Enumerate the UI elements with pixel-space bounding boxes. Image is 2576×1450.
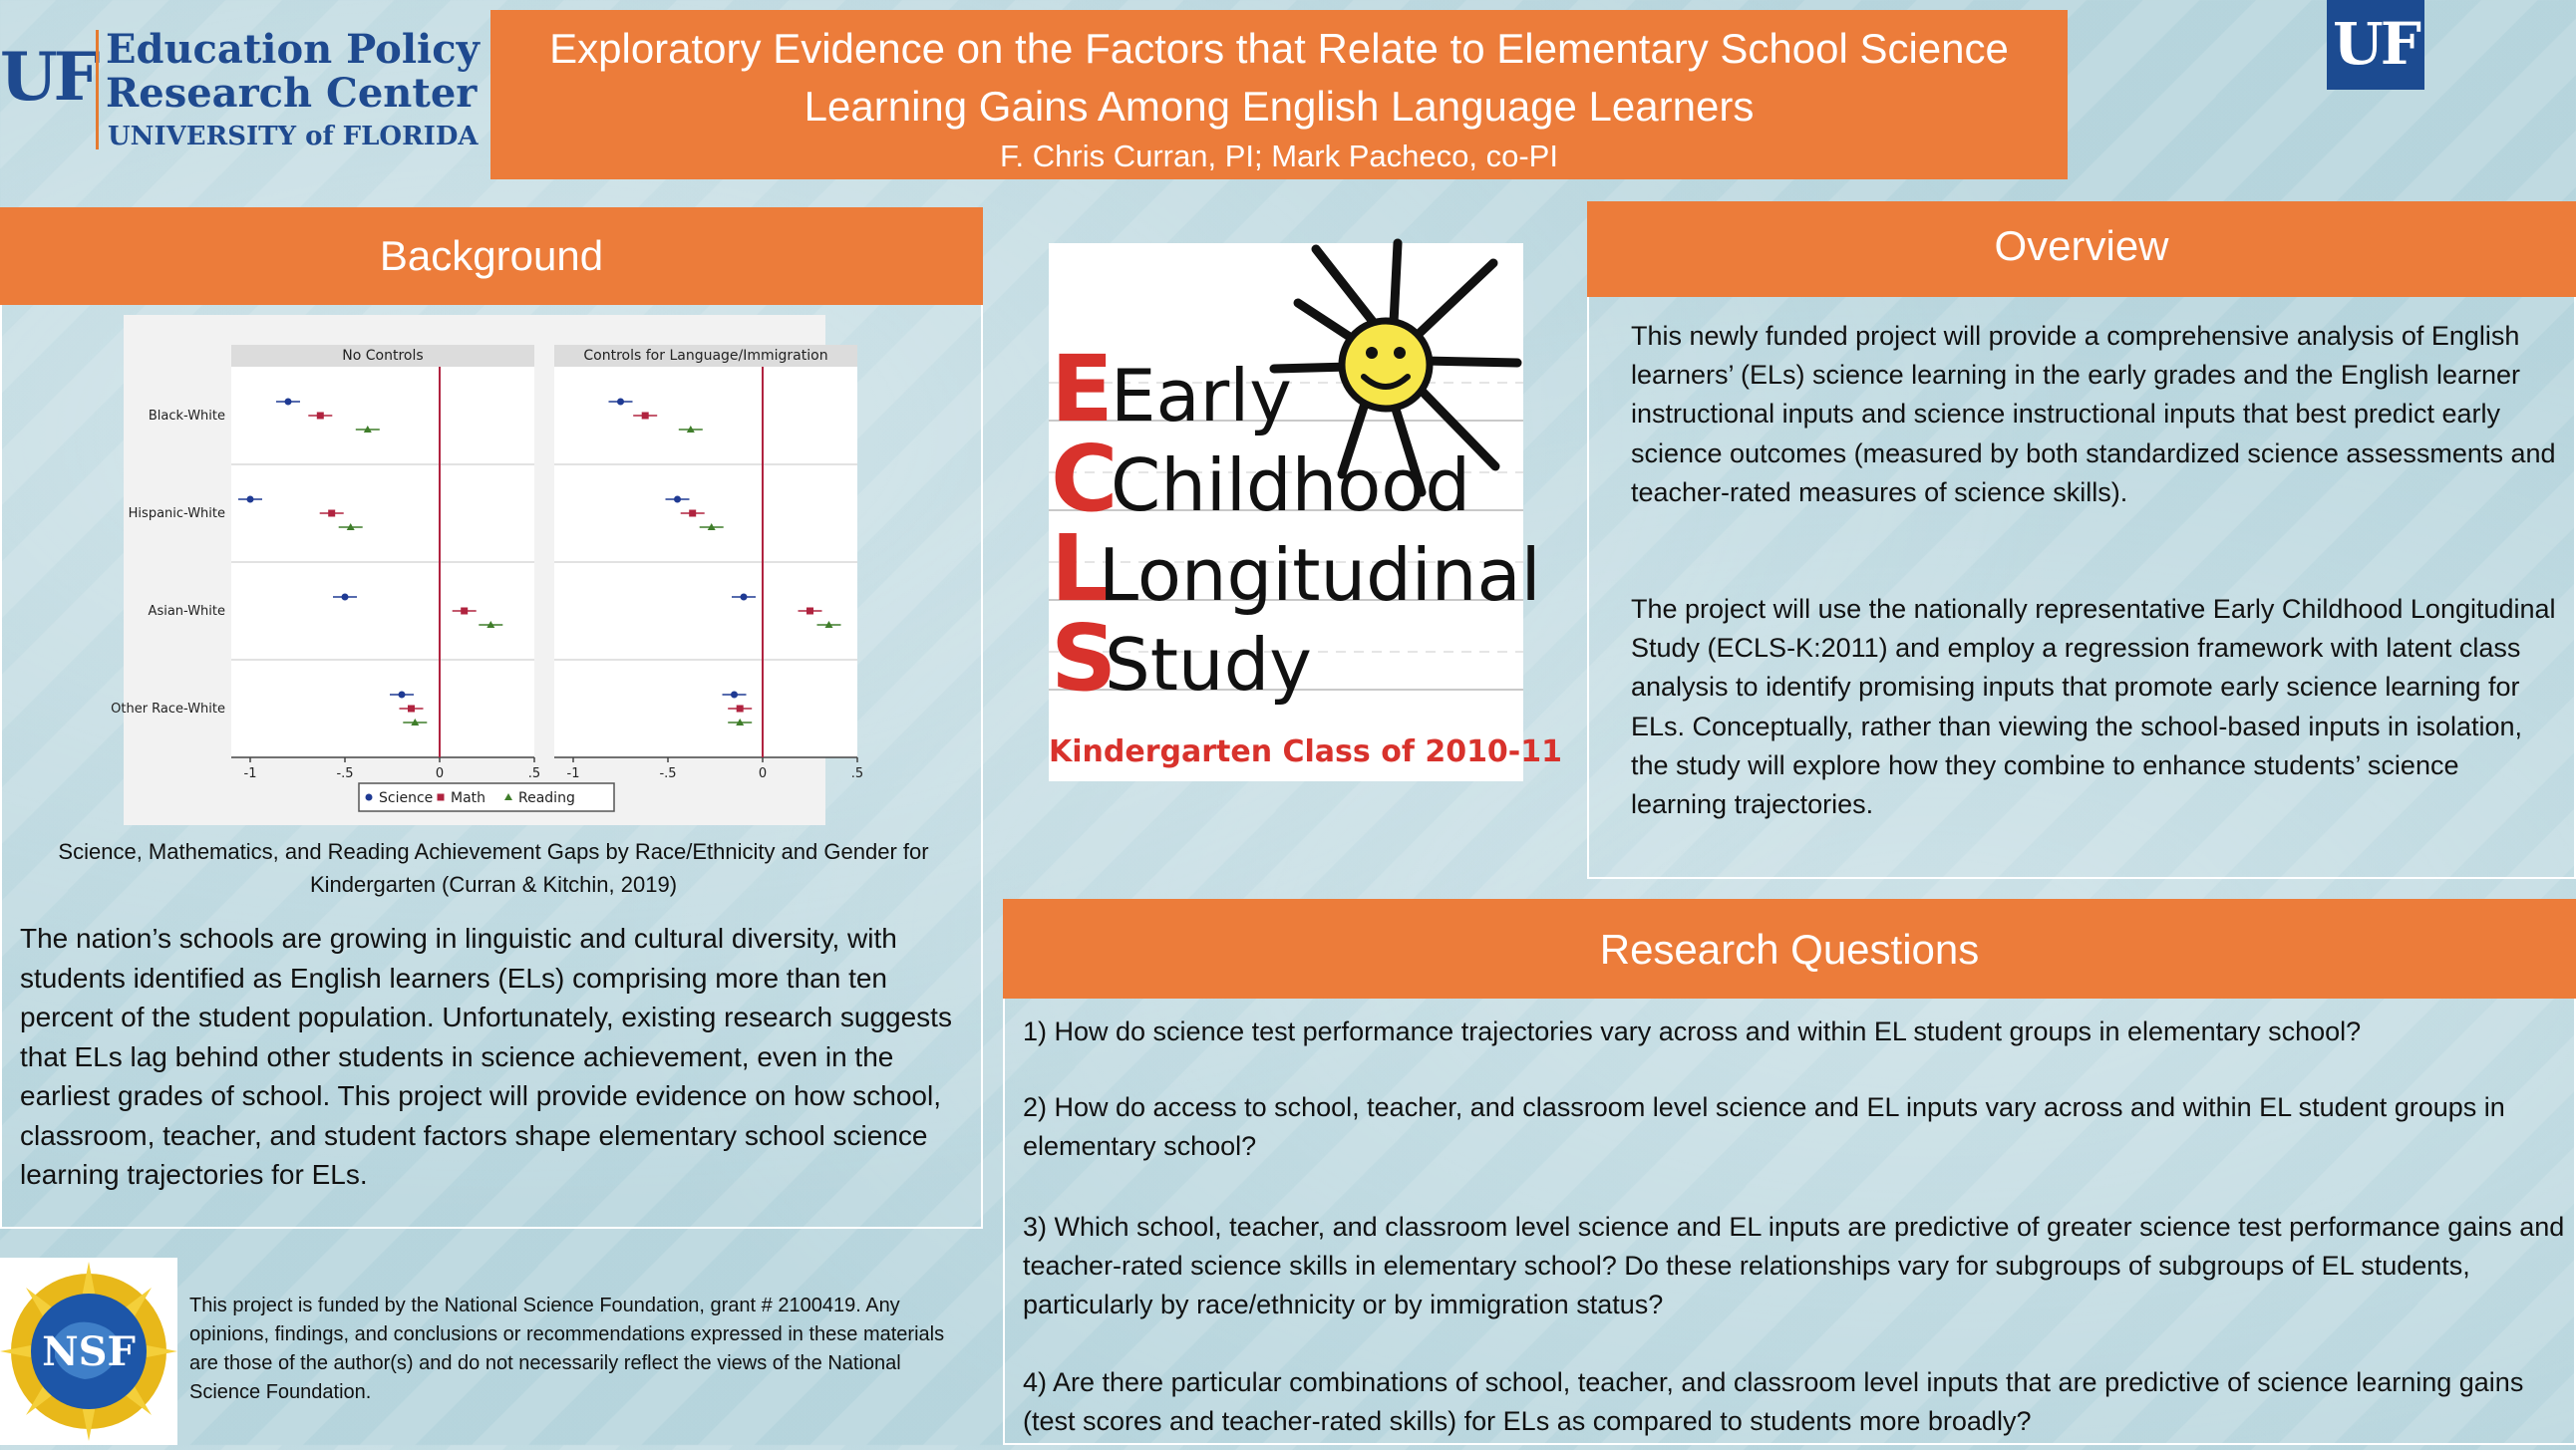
- chart-point-science: [342, 594, 349, 601]
- uf-badge-logo: UF: [2327, 0, 2424, 90]
- chart-legend-marker: [438, 794, 445, 801]
- chart-legend-marker: [366, 794, 373, 801]
- poster-authors: F. Chris Curran, PI; Mark Pacheco, co-PI: [1000, 139, 1558, 173]
- chart-caption: Science, Mathematics, and Reading Achievement Gaps by Race/Ethnicity and Gender for Kindergarten (Curran & Kitchin, 2019): [58, 839, 929, 897]
- svg-text:S: S: [1051, 605, 1118, 712]
- chart-category-label: Hispanic-White: [128, 506, 225, 521]
- svg-text:C: C: [1051, 426, 1119, 532]
- chart-point-math: [689, 510, 696, 517]
- chart-panel-title: Controls for Language/Immigration: [583, 348, 828, 364]
- chart-x-tick-label: -.5: [659, 766, 677, 781]
- chart-point-science: [731, 692, 738, 699]
- chart-point-math: [642, 413, 649, 420]
- chart-legend-label: Reading: [518, 790, 575, 806]
- nsf-logo-text: NSF: [42, 1328, 136, 1375]
- uf-logo-mark: UF: [0, 38, 97, 116]
- chart-point-math: [408, 706, 415, 713]
- overview-heading: Overview: [1587, 201, 2576, 297]
- background-text: The nation’s schools are growing in linguistic and cultural diversity, with students identified as English learners (ELs) comprising more than ten percent of the student population. Unfortunately, existing research suggests that ELs lag behind other students in science achievement, even in the earliest grades of school. This project will provide evidence on how school, classroom, teacher, and student factors shape elementary school science learning trajectories for ELs.: [20, 923, 952, 1190]
- poster-title-line1: Exploratory Evidence on the Factors that Relate to Elementary School Science: [549, 25, 2009, 72]
- ecls-word-early: Early: [1111, 354, 1292, 437]
- svg-text:E: E: [1051, 336, 1114, 442]
- chart-category-label: Other Race-White: [111, 702, 225, 717]
- ecls-word-longitudinal: Longitudinal: [1099, 533, 1541, 617]
- ecls-word-childhood: Childhood: [1111, 443, 1471, 527]
- chart-legend-label: Science: [379, 790, 434, 806]
- chart-x-tick-label: -1: [566, 766, 580, 781]
- research-question-1: 1) How do science test performance trajectories vary across and within EL student groups in elementary school?: [1023, 1016, 2362, 1046]
- chart-point-science: [247, 496, 254, 503]
- nsf-disclaimer: This project is funded by the National Science Foundation, grant # 2100419. Any opinions, findings, and conclusions or recommendations expressed in these materials are those of the author(s) and do not necessarily reflect the views of the National Science Foundation.: [189, 1295, 945, 1403]
- chart-point-science: [285, 399, 292, 406]
- chart-point-math: [317, 413, 324, 420]
- nsf-logo: [0, 1258, 177, 1445]
- chart-point-math: [737, 706, 744, 713]
- chart-point-math: [461, 608, 468, 615]
- chart-point-math: [806, 608, 813, 615]
- chart-svg: [111, 315, 864, 825]
- poster-title-line2: Learning Gains Among English Language Learners: [804, 83, 1755, 130]
- svg-text:L: L: [1051, 515, 1110, 622]
- chart-point-science: [741, 594, 748, 601]
- chart-point-science: [399, 692, 406, 699]
- research-questions-heading: Research Questions: [1003, 899, 2576, 999]
- ecls-word-study: Study: [1105, 623, 1312, 707]
- chart-x-tick-label: 0: [435, 766, 445, 781]
- chart-x-tick-label: -1: [243, 766, 257, 781]
- ecls-subtitle: Kindergarten Class of 2010-11: [1049, 734, 1563, 769]
- achievement-gap-chart: [111, 315, 864, 825]
- chart-category-label: Black-White: [148, 409, 225, 424]
- chart-point-math: [328, 510, 335, 517]
- chart-point-science: [617, 399, 624, 406]
- chart-x-tick-label: .5: [850, 766, 864, 781]
- chart-panel-title: No Controls: [342, 348, 424, 364]
- logo-divider: [96, 30, 99, 149]
- chart-category-label: Asian-White: [148, 604, 225, 619]
- overview-paragraph-1: This newly funded project will provide a comprehensive analysis of English learners’ (ELs) science learning in the early grades and the English learner instructional inputs and science instructional inputs that best predict early science outcomes (measured by both standardized science assessments and teacher-rated measures of science skills).: [1631, 321, 2556, 507]
- research-question-3: 3) Which school, teacher, and classroom level science and EL inputs are predictive of greater science test performance gains and teacher-rated science skills in elementary school? Do these relationships vary for subgroups of subgroups of EL students, particularly by race/ethnicity or by immigration status?: [1023, 1212, 2565, 1319]
- background-heading: Background: [0, 207, 983, 305]
- chart-x-tick-label: 0: [758, 766, 768, 781]
- chart-x-tick-label: .5: [527, 766, 541, 781]
- chart-point-science: [674, 496, 681, 503]
- research-question-2: 2) How do access to school, teacher, and classroom level science and EL inputs vary across and within EL student groups in elementary school?: [1023, 1092, 2505, 1161]
- overview-paragraph-2: The project will use the nationally representative Early Childhood Longitudinal Study (ECLS-K:2011) and employ a regression framework with latent class analysis to identify promising inputs that promote early science learning for ELs. Conceptually, rather than viewing the school-based inputs in isolation, the study will explore how they combine to enhance students’ science learning trajectories.: [1631, 594, 2556, 820]
- research-question-4: 4) Are there particular combinations of school, teacher, and classroom level inputs that are predictive of science learning gains (test scores and teacher-rated skills) for ELs as compared to students more broadly?: [1023, 1367, 2524, 1436]
- org-name-line1: Education Policy: [106, 26, 480, 73]
- chart-legend-label: Math: [451, 790, 486, 806]
- chart-x-tick-label: -.5: [336, 766, 354, 781]
- poster-title-box: [490, 10, 2068, 179]
- org-university: UNIVERSITY of FLORIDA: [108, 122, 479, 151]
- org-name-line2: Research Center: [106, 70, 478, 117]
- ecls-logo-image: [1049, 243, 1563, 781]
